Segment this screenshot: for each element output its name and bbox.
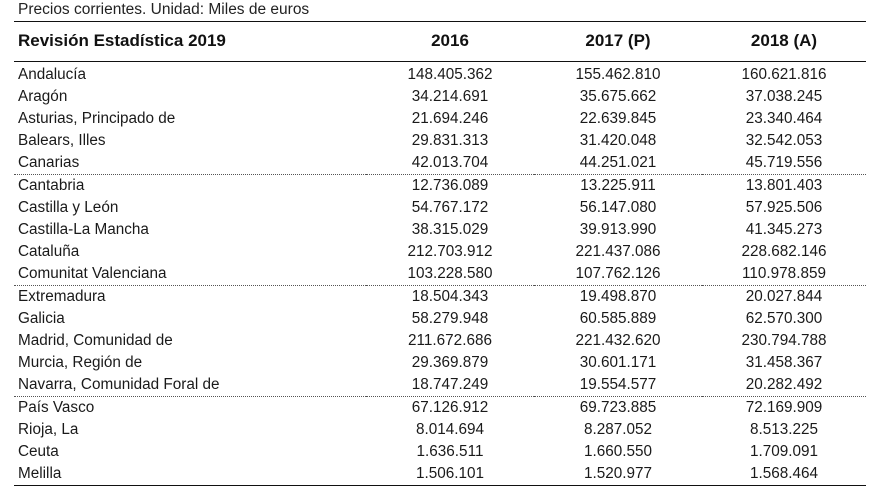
cell-value-2017: 69.723.885 — [579, 399, 657, 416]
table-row — [14, 219, 866, 241]
table-row — [14, 62, 866, 87]
cell-value-2018: 72.169.909 — [745, 399, 823, 416]
cell-value-2016: 148.405.362 — [407, 66, 493, 83]
table-body — [14, 62, 866, 486]
cell-region-name: Comunitat Valenciana — [14, 263, 366, 286]
cell-value-2017: 19.498.870 — [579, 288, 657, 305]
cell-region-name: Extremadura — [18, 288, 106, 305]
table-subtitle: Precios corrientes. Unidad: Miles de euros — [18, 1, 310, 18]
table-row — [14, 441, 866, 463]
table-row — [14, 352, 866, 374]
cell-value-2016: 18.747.249 — [366, 374, 534, 397]
table-row — [14, 308, 866, 330]
column-header-2018: 2018 (A) — [750, 31, 818, 50]
cell-value-2016: 29.369.879 — [411, 354, 489, 371]
cell-value-2018: 228.682.146 — [741, 243, 827, 260]
cell-region-name: Madrid, Comunidad de — [18, 332, 173, 349]
cell-region-name: Castilla-La Mancha — [18, 221, 149, 238]
cell-value-2017: 107.762.126 — [534, 263, 702, 286]
cell-value-2017: 22.639.845 — [579, 110, 657, 127]
cell-value-2018: 1.709.091 — [749, 443, 819, 460]
table-row — [14, 286, 866, 309]
cell-value-2016: 103.228.580 — [366, 263, 534, 286]
cell-value-2017: 44.251.021 — [534, 152, 702, 175]
table-head — [14, 22, 866, 62]
cell-region-name: Castilla y León — [18, 199, 119, 216]
cell-value-2017: 221.432.620 — [575, 332, 661, 349]
cell-value-2018: 20.282.492 — [702, 374, 866, 397]
cell-region-name: Galicia — [18, 310, 65, 327]
cell-value-2018: 20.027.844 — [745, 288, 823, 305]
cell-region-name: Murcia, Región de — [18, 354, 143, 371]
cell-value-2016: 1.506.101 — [415, 465, 485, 482]
table-row — [14, 152, 866, 175]
cell-region-name: Navarra, Comunidad Foral de — [14, 374, 366, 397]
cell-region-name: Andalucía — [18, 66, 87, 83]
cell-value-2017: 30.601.171 — [579, 354, 657, 371]
cell-value-2018: 32.542.053 — [745, 132, 823, 149]
table-row — [14, 241, 866, 263]
statistics-table — [14, 22, 866, 485]
cell-value-2018: 31.458.367 — [745, 354, 823, 371]
cell-value-2018: 8.513.225 — [749, 421, 819, 438]
cell-value-2016: 212.703.912 — [407, 243, 493, 260]
cell-value-2018: 13.801.403 — [745, 177, 823, 194]
cell-value-2016: 1.636.511 — [416, 443, 484, 460]
cell-value-2016: 29.831.313 — [411, 132, 489, 149]
cell-value-2017: 8.287.052 — [583, 421, 653, 438]
bottom-rule — [14, 485, 866, 486]
cell-value-2017: 1.520.977 — [583, 465, 653, 482]
table-row — [14, 130, 866, 152]
table-row — [14, 419, 866, 441]
cell-value-2017: 60.585.889 — [579, 310, 657, 327]
cell-value-2017: 221.437.086 — [575, 243, 661, 260]
cell-value-2018: 62.570.300 — [745, 310, 823, 327]
cell-region-name: Asturias, Principado de — [18, 110, 176, 127]
cell-region-name: Rioja, La — [18, 421, 79, 438]
table-row — [14, 86, 866, 108]
table-row — [14, 330, 866, 352]
cell-value-2016: 38.315.029 — [411, 221, 489, 238]
cell-value-2018: 45.719.556 — [702, 152, 866, 175]
cell-value-2017: 19.554.577 — [534, 374, 702, 397]
table-header-row — [14, 22, 866, 62]
column-header-2017: 2017 (P) — [585, 31, 651, 50]
cell-value-2016: 18.504.343 — [411, 288, 489, 305]
cell-value-2016: 54.767.172 — [411, 199, 489, 216]
table-row — [14, 175, 866, 198]
cell-value-2016: 8.014.694 — [415, 421, 485, 438]
table-row — [14, 108, 866, 130]
table-row — [14, 374, 866, 397]
cell-value-2016: 211.672.686 — [408, 332, 492, 349]
cell-value-2018: 160.621.816 — [741, 66, 827, 83]
column-header-2016: 2016 — [431, 31, 469, 50]
cell-value-2017: 39.913.990 — [579, 221, 657, 238]
cell-region-name: Melilla — [18, 465, 62, 482]
cell-region-name: País Vasco — [18, 399, 95, 416]
table-row — [14, 463, 866, 485]
cell-region-name: Cantabria — [18, 177, 85, 194]
cell-region-name: Ceuta — [18, 443, 59, 460]
table-row — [14, 263, 866, 286]
cell-value-2017: 31.420.048 — [579, 132, 657, 149]
column-header-region: Revisión Estadística 2019 — [18, 31, 226, 50]
cell-region-name: Cataluña — [18, 243, 80, 260]
table-row — [14, 197, 866, 219]
cell-value-2018: 110.978.859 — [702, 263, 866, 286]
cell-value-2017: 56.147.080 — [579, 199, 657, 216]
cell-value-2018: 230.794.788 — [741, 332, 827, 349]
cell-value-2017: 1.660.550 — [583, 443, 653, 460]
cell-region-name: Canarias — [14, 152, 366, 175]
cell-value-2016: 42.013.704 — [366, 152, 534, 175]
cell-value-2017: 35.675.662 — [579, 88, 657, 105]
cell-value-2018: 37.038.245 — [745, 88, 823, 105]
cell-value-2016: 34.214.691 — [411, 88, 489, 105]
table-row — [14, 397, 866, 420]
cell-value-2018: 41.345.273 — [745, 221, 823, 238]
cell-value-2018: 1.568.464 — [749, 465, 819, 482]
cell-value-2017: 155.462.810 — [575, 66, 661, 83]
cell-value-2017: 13.225.911 — [580, 177, 656, 194]
cell-value-2016: 58.279.948 — [411, 310, 489, 327]
cell-value-2018: 23.340.464 — [745, 110, 823, 127]
cell-region-name: Aragón — [18, 88, 68, 105]
cell-value-2018: 57.925.506 — [745, 199, 823, 216]
cell-value-2016: 67.126.912 — [411, 399, 489, 416]
cell-region-name: Balears, Illes — [18, 132, 106, 149]
cell-value-2016: 12.736.089 — [411, 177, 489, 194]
cell-value-2016: 21.694.246 — [411, 110, 489, 127]
